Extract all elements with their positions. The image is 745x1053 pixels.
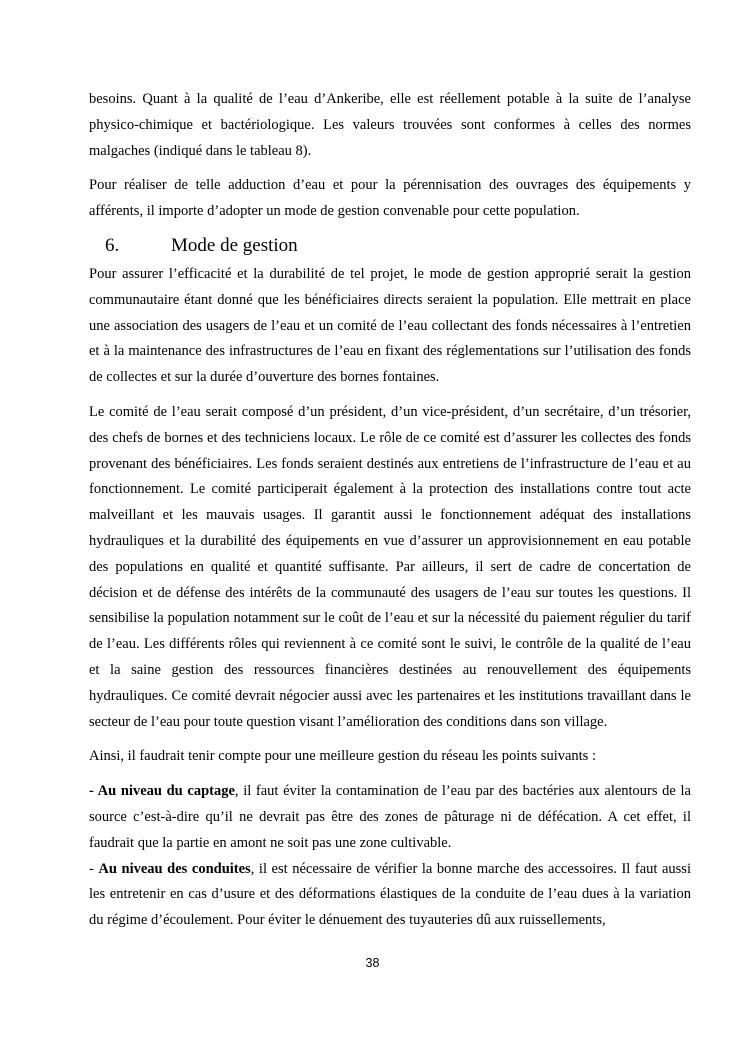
- bullet-conduites-dash: -: [89, 860, 99, 877]
- section-title: Mode de gestion: [171, 234, 298, 256]
- bullet-captage-text: , il faut éviter la contamination de l’eau par des bactéries aux alentours de la source c’est-à-dire qu’il ne devrait pas être des zones de pâturage ni de défécation. A cet effet, il faudrait que la partie en amont ne soit pas une zone cultivable.: [89, 783, 691, 851]
- page-number: 38: [365, 956, 380, 970]
- paragraph-adduction: Pour réaliser de telle adduction d’eau et pour la pérennisation des ouvrages des équipements y afférents, il importe d’adopter un mode de gestion convenable pour cette population.: [89, 177, 691, 220]
- paragraph-water-committee: Le comité de l’eau serait composé d’un président, d’un vice-président, d’un secrétaire, d’un trésorier, des chefs de bornes et des techniciens locaux. Le rôle de ce comité est d’assurer les collectes des fonds provenant des bénéficiaires. Les fonds seraient destinés aux entretiens de l’infrastructure de l’eau et au fonctionnement. Le comité participerait également à la protection des installations contre tout acte malveillant et les mauvais usages. Il garantit aussi le fonctionnement adéquat des installations hydrauliques et la durabilité des équipements en vue d’assurer un approvisionnement en eau potable des populations en qualité et quantité suffisante. Par ailleurs, il sert de cadre de concertation de décision et de défense des intérêts de la communauté des usagers de l’eau sur toutes les questions. Il sensibilise la population notamment sur le coût de l’eau et sur la nécessité du paiement régulier du tarif de l’eau. Les différents rôles qui reviennent à ce comité sont le suivi, le contrôle de la qualité de l’eau et la saine gestion des ressources financières destinées au renouvellement des équipements hydrauliques. Ce comité devrait négocier aussi avec les partenaires et les institutions travaillant dans le secteur de l’eau pour toute question visant l’amélioration des conditions dans son village.: [89, 403, 691, 730]
- section-number: 6.: [105, 234, 120, 256]
- paragraph-water-quality: besoins. Quant à la qualité de l’eau d’Ankeribe, elle est réellement potable à la suite de l’analyse physico-chimique et bactériologique. Les valeurs trouvées sont conformes à celles des normes malgaches (indiqué dans le tableau 8).: [89, 91, 691, 159]
- bullet-captage: [89, 779, 691, 856]
- section-heading: [89, 234, 691, 258]
- paragraph-points-intro: Ainsi, il faudrait tenir compte pour une meilleure gestion du réseau les points suivants :: [89, 748, 596, 765]
- bullet-conduites: [89, 857, 691, 934]
- paragraph-community-management: Pour assurer l’efficacité et la durabilité de tel projet, le mode de gestion approprié serait la gestion communautaire étant donné que les bénéficiaires directs seraient la population. Elle mettrait en place une association des usagers de l’eau et un comité de l’eau collectant des fonds nécessaires à l’entretien et à la maintenance des infrastructures de l’eau en fixant des réglementations sur l’utilisation des fonds de collectes et sur la durée d’ouverture des bornes fontaines.: [89, 265, 691, 386]
- bullet-captage-label: - Au niveau du captage: [89, 783, 235, 800]
- bullet-conduites-text: , il est nécessaire de vérifier la bonne marche des accessoires. Il faut aussi les entretenir en cas d’usure et des déformations élastiques de la conduite de l’eau dues à la variation du régime d’écoulement. Pour éviter le dénuement des tuyauteries dû aux ruissellements,: [89, 860, 691, 929]
- bullet-conduites-label: Au niveau des conduites: [98, 860, 251, 877]
- page-body: [89, 87, 691, 934]
